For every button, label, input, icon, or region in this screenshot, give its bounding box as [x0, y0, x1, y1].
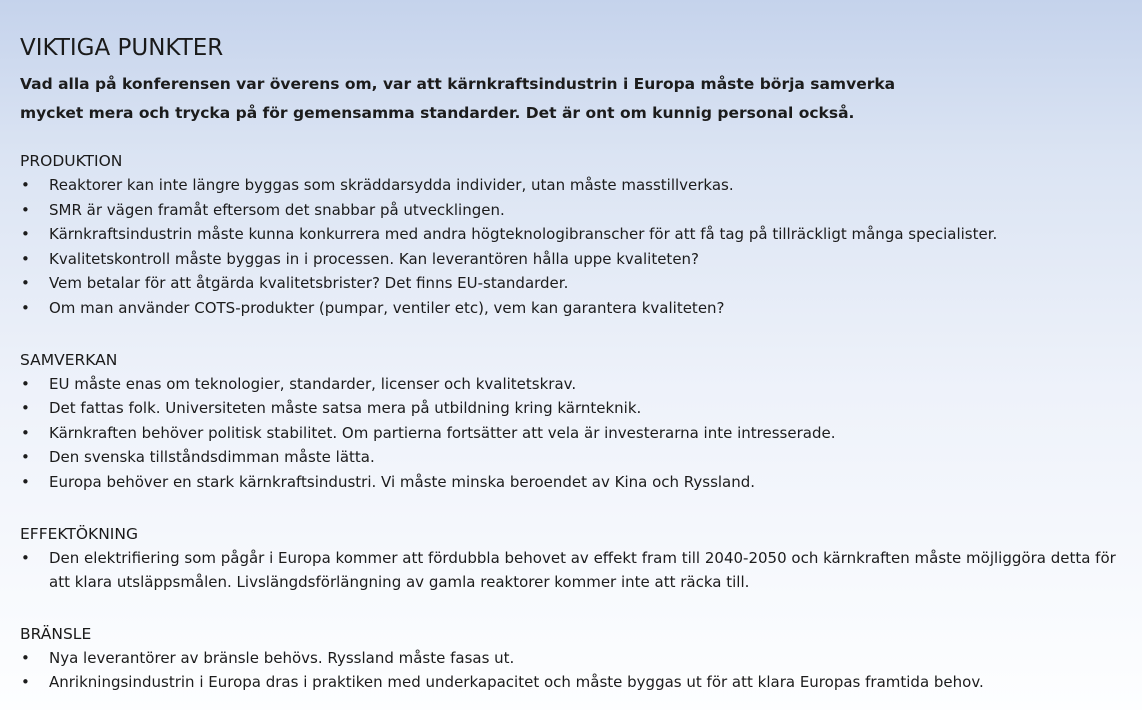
bullet-icon: •	[21, 249, 30, 268]
section-effektokning	[20, 522, 1122, 595]
list-item	[20, 198, 1122, 223]
list-item-text: Om man använder COTS-produkter (pumpar, ventiler etc), vem kan garantera kvaliteten?	[49, 298, 725, 317]
section-heading: SAMVERKAN	[20, 350, 118, 369]
section-samverkan	[20, 348, 1122, 495]
bullet-list	[20, 372, 1122, 495]
section-bransle	[20, 622, 1122, 695]
bullet-icon: •	[21, 423, 30, 442]
bullet-list	[20, 646, 1122, 695]
list-item-text: Nya leverantörer av bränsle behövs. Ryssland måste fasas ut.	[49, 648, 515, 667]
section-heading: PRODUKTION	[20, 152, 123, 170]
list-item-text: SMR är vägen framåt eftersom det snabbar på utvecklingen.	[49, 200, 505, 219]
list-item	[20, 421, 1122, 446]
page-title: VIKTIGA PUNKTER	[20, 35, 224, 61]
list-item	[20, 247, 1122, 272]
list-item	[20, 173, 1122, 198]
bullet-icon: •	[21, 200, 30, 219]
list-item-text: Europa behöver en stark kärnkraftsindustri. Vi måste minska beroendet av Kina och Ryssland.	[49, 472, 756, 491]
list-item	[20, 546, 1122, 595]
list-item-text: Det fattas folk. Universiteten måste satsa mera på utbildning kring kärnteknik.	[49, 399, 642, 418]
list-item	[20, 445, 1122, 470]
bullet-icon: •	[21, 274, 30, 293]
list-item	[20, 222, 1122, 247]
list-item	[20, 470, 1122, 495]
list-item	[20, 271, 1122, 296]
bullet-icon: •	[21, 298, 30, 317]
section-produktion	[20, 149, 1122, 321]
bullet-icon: •	[21, 673, 30, 692]
bullet-icon: •	[21, 648, 30, 667]
section-heading: EFFEKTÖKNING	[20, 524, 138, 543]
list-item-text: Den elektrifiering som pågår i Europa kommer att fördubbla behovet av effekt fram till 2040-2050 och kärnkraften måste möjliggöra detta för att klara utsläppsmålen. Livslängdsförlängning av gamla reaktorer kommer inte att räcka till.	[49, 548, 1116, 592]
bullet-icon: •	[21, 176, 30, 194]
bullet-list	[20, 173, 1122, 321]
list-item	[20, 646, 1122, 671]
list-item-text: Vem betalar för att åtgärda kvalitetsbrister? Det finns EU-standarder.	[49, 274, 569, 293]
lead-paragraph: Vad alla på konferensen var överens om, var att kärnkraftsindustrin i Europa måste börja samverka mycket mera och trycka på för gemensamma standarder. Det är ont om kunnig personal också.	[20, 75, 896, 122]
list-item	[20, 396, 1122, 421]
list-item-text: Kärnkraftsindustrin måste kunna konkurrera med andra högteknologibranscher för att få tag på tillräckligt många specialister.	[49, 225, 998, 244]
bullet-icon: •	[21, 548, 30, 567]
bullet-icon: •	[21, 225, 30, 244]
list-item-text: Reaktorer kan inte längre byggas som skräddarsydda individer, utan måste masstillverkas.	[49, 176, 734, 194]
list-item-text: Kärnkraften behöver politisk stabilitet. Om partierna fortsätter att vela är investerarna inte intresserade.	[49, 423, 836, 442]
list-item-text: Anrikningsindustrin i Europa dras i praktiken med underkapacitet och måste byggas ut för att klara Europas framtida behov.	[49, 673, 984, 692]
bullet-icon: •	[21, 374, 30, 393]
bullet-list	[20, 546, 1122, 595]
list-item-text: Kvalitetskontroll måste byggas in i processen. Kan leverantören hålla uppe kvaliteten?	[49, 249, 700, 268]
list-item	[20, 296, 1122, 321]
list-item-text: Den svenska tillståndsdimman måste lätta.	[49, 448, 375, 467]
bullet-icon: •	[21, 448, 30, 467]
list-item	[20, 372, 1122, 397]
section-heading: BRÄNSLE	[20, 624, 92, 643]
bullet-icon: •	[21, 399, 30, 418]
list-item	[20, 670, 1122, 695]
list-item-text: EU måste enas om teknologier, standarder, licenser och kvalitetskrav.	[49, 374, 577, 393]
bullet-icon: •	[21, 472, 30, 491]
